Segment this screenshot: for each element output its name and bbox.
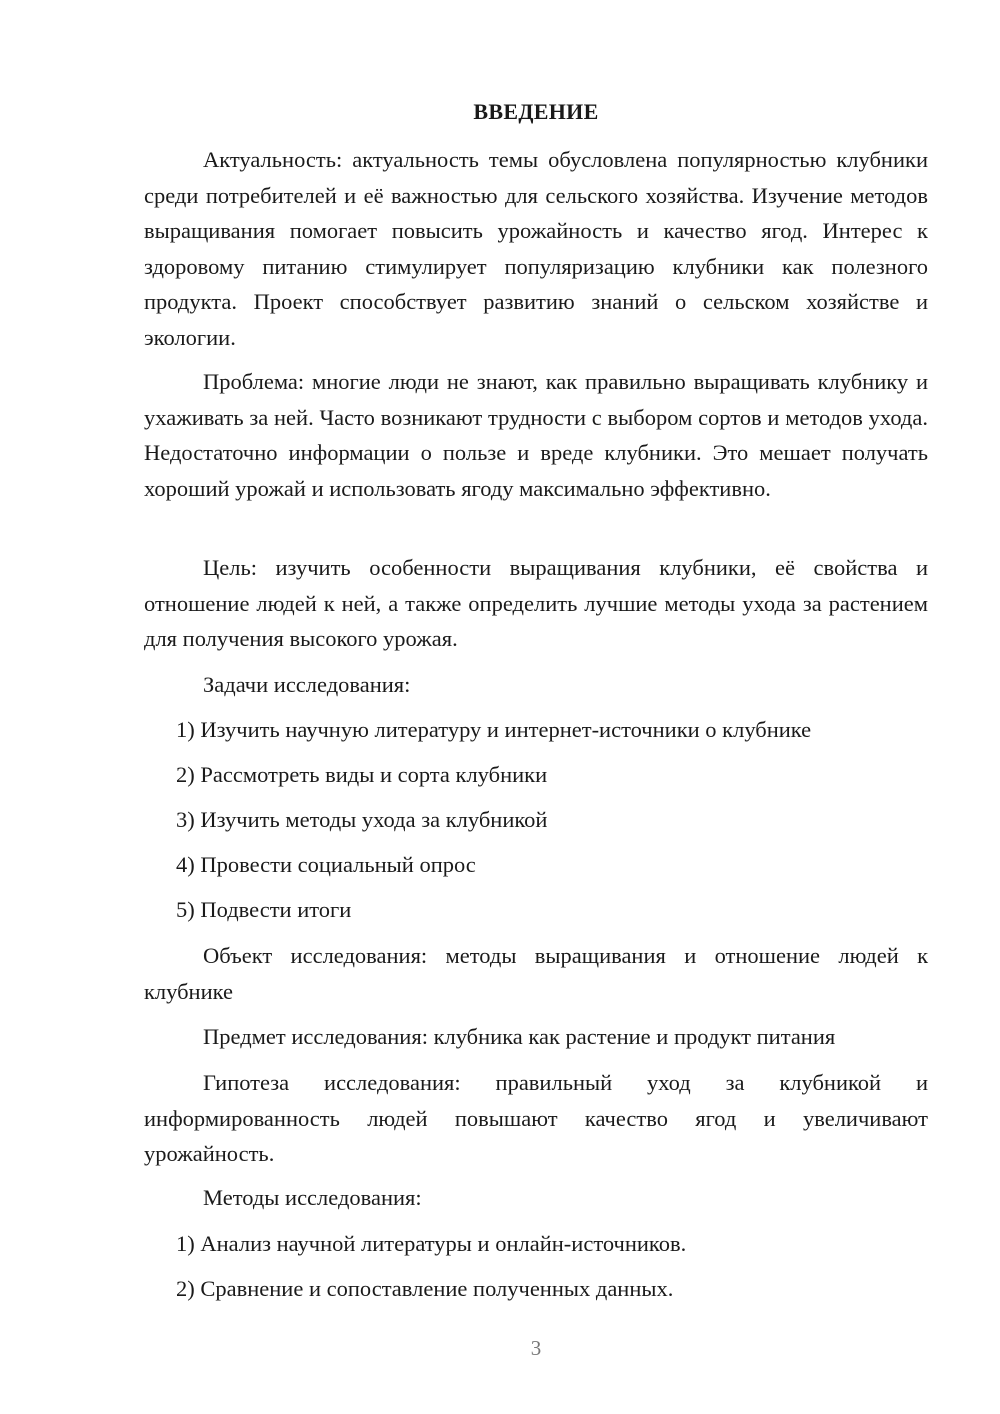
document-page <box>144 0 928 1414</box>
hypothesis-paragraph: Гипотеза исследования: правильный уход за клубникой и информированность людей повышают качество ягод и увеличивают урожайность. <box>144 1070 928 1166</box>
task-item: 4) Провести социальный опрос <box>176 852 476 877</box>
task-item: 1) Изучить научную литературу и интернет-источники о клубнике <box>176 717 812 742</box>
method-item: 1) Анализ научной литературы и онлайн-источников. <box>176 1231 687 1256</box>
methods-heading: Методы исследования: <box>203 1185 422 1210</box>
method-item: 2) Сравнение и сопоставление полученных данных. <box>176 1276 674 1301</box>
task-item: 2) Рассмотреть виды и сорта клубники <box>176 762 548 787</box>
object-paragraph: Объект исследования: методы выращивания и отношение людей к клубнике <box>144 943 928 1004</box>
problem-paragraph: Проблема: многие люди не знают, как правильно выращивать клубнику и ухаживать за ней. Часто возникают трудности с выбором сортов и методов ухода. Недостаточно информации о пользе и вреде клубники. Это мешает получать хороший урожай и использовать ягоду максимально эффективно. <box>144 369 928 501</box>
task-item: 3) Изучить методы ухода за клубникой <box>176 807 548 832</box>
page-title: ВВЕДЕНИЕ <box>473 99 599 124</box>
tasks-heading: Задачи исследования: <box>203 672 411 697</box>
subject-line: Предмет исследования: клубника как растение и продукт питания <box>203 1024 836 1049</box>
page-number: 3 <box>530 1336 542 1360</box>
relevance-paragraph: Актуальность: актуальность темы обусловлена популярностью клубники среди потребителей и её важностью для сельского хозяйства. Изучение методов выращивания помогает повысить урожайность и качество ягод. Интерес к здоровому питанию стимулирует популяризацию клубники как полезного продукта. Проект способствует развитию знаний о сельском хозяйстве и экологии. <box>144 147 928 350</box>
goal-paragraph: Цель: изучить особенности выращивания клубники, её свойства и отношение людей к ней, а также определить лучшие методы ухода за растением для получения высокого урожая. <box>144 555 928 651</box>
task-item: 5) Подвести итоги <box>176 897 352 922</box>
